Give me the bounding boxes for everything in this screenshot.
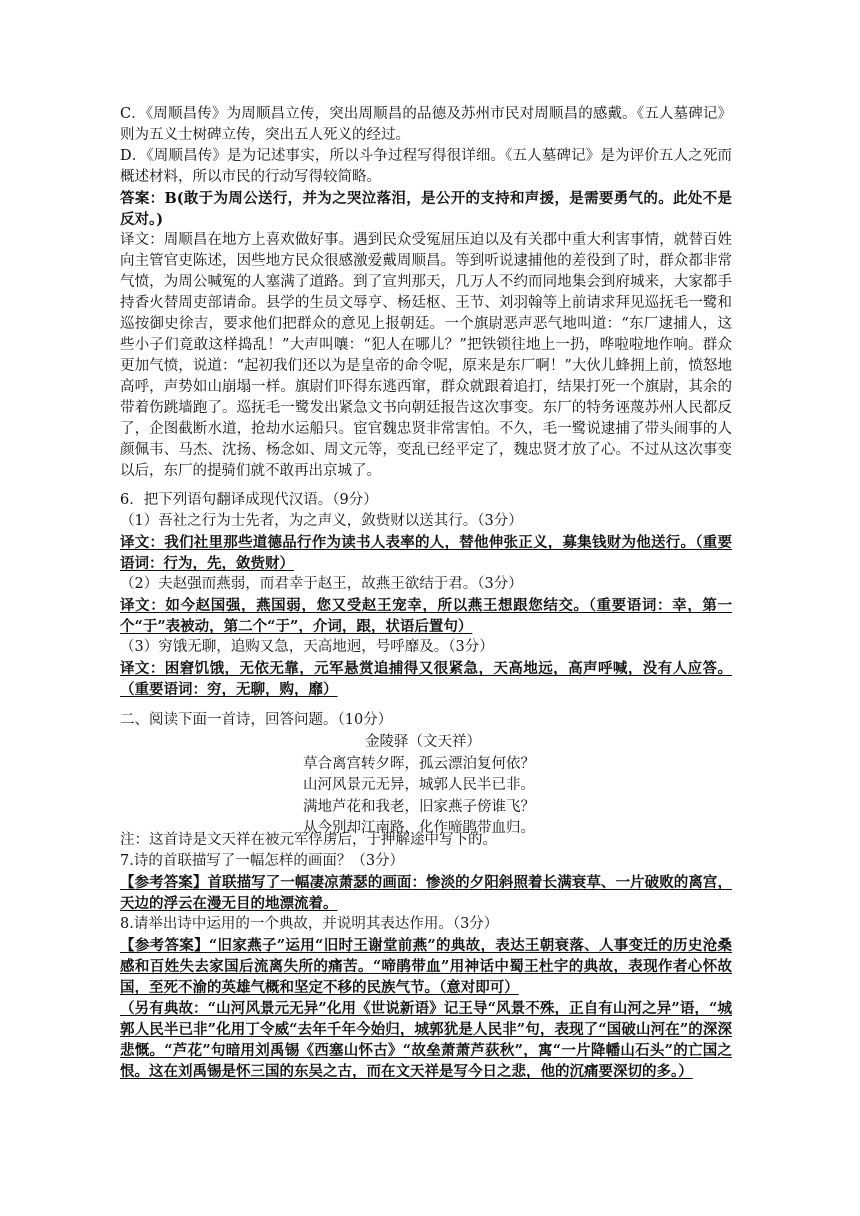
question-6-block	[120, 490, 732, 700]
question-8-extra: （另有典故：“山河风景元无异”化用《世说新语》记王导“风景不殊，正自有山河之异”语，“城郭人民半已非”化用丁令威“去年千年今始归，城郭犹是人民非”句，表现了“国破山河在”的深深悲慨。“芦花”句暗用刘禹锡《西塞山怀古》“故垒萧萧芦荻秋”，寓“一片降幡山石头”的亡国之恨。这在刘禹锡是怀三国的东吴之古，而在文天祥是写今日之悲，他的沉痛要深切的多。）	[120, 1000, 732, 1080]
poem-title: 金陵驿（文天祥）	[365, 734, 481, 750]
translation-text: 译文：周顺昌在地方上喜欢做好事。遇到民众受冤屈压迫以及有关郡中重大利害事情，就替百姓向主管官吏陈述，因些地方民众很感激爱戴周顺昌。等到听说逮捕他的差役到了时，群众都非常气愤，为周公喊冤的人塞满了道路。到了宣判那天，几万人不约而同地集会到府城来，大家都手持香火替周吏部请命。县学的生员文辱亨、杨廷枢、王节、刘羽翰等上前请求拜见巡抚毛一鹭和巡按御史徐吉，要求他们把群众的意见上报朝廷。一个旗尉恶声恶气地叫道：“东厂逮捕人，这些小子们竟敢这样捣乱！”大声叫嚷：“犯人在哪儿？”把铁锁往地上一扔，哗啦啦地作响。群众更加气愤，说道：“起初我们还以为是皇帝的命令呢，原来是东厂啊！”大伙儿蜂拥上前，愤怒地高呼，声势如山崩塌一样。旗尉们吓得东逃西窜，群众就跟着追打，结果打死一个旗尉，其余的带着伤跳墙跑了。巡抚毛一鹭发出紧急文书向朝廷报告这次事变。东厂的特务诬蔑苏州人民都反了，企图截断水道，抢劫水运船只。宦官魏忠贤非常害怕。不久，毛一鹭说逮捕了带头闹事的人颜佩韦、马杰、沈扬、杨念如、周文元等，变乱已经平定了，魏忠贤才放了心。不过从这次事变以后，东厂的提骑们就不敢再出京城了。	[120, 232, 732, 479]
poem-line: 满地芦花和我老，旧家燕子傍谁飞？	[303, 798, 535, 815]
q6-answer-1: 译文：我们社里那些道德品行作为读书人表率的人，替他伸张正义，募集钱财为他送行。（重要语词：行为，先，敛赀财）	[120, 534, 732, 572]
answer-text: 答案：B(敢于为周公送行，并为之哭泣落泪，是公开的支持和声援，是需要勇气的。此处不是反对。)	[120, 190, 732, 228]
question-7-answer: 【参考答案】首联描写了一幅凄凉萧瑟的画面：惨淡的夕阳斜照着长满衰草、一片破败的离宫，天边的浮云在漫无目的地漂流着。	[120, 874, 732, 912]
q6-sentence-1: （1）吾社之行为士先者，为之声义，敛赀财以送其行。（3分）	[120, 513, 523, 529]
q6-stem: 6．把下列语句翻译成现代汉语。（9分）	[120, 492, 378, 508]
q6-sentence-3: （3）穷饿无聊，追购又急，天高地迥，号呼靡及。（3分）	[120, 639, 494, 655]
option-d: D．《周顺昌传》是为记述事实，所以斗争过程写得很详细。《五人墓碑记》是为评价五人之死而概述材料，所以市民的行动写得较简略。	[120, 148, 732, 185]
poem-line: 从今别却江南路，化作啼鹃带血归。	[303, 820, 535, 836]
section-2-heading: 二、阅读下面一首诗，回答问题。（10分）	[120, 712, 393, 728]
question-7: 7.诗的首联描写了一幅怎样的画面？（3分）	[120, 853, 405, 869]
section-2-heading-block	[120, 710, 732, 731]
question-8: 8.请举出诗中运用的一个典故，并说明其表达作用。（3分）	[120, 916, 499, 932]
poem-note: 注：这首诗是文天祥在被元军俘虏后，于押解途中写下的。	[120, 832, 497, 848]
q6-sentence-2: （2）夫赵强而燕弱，而君幸于赵王，故燕王欲结于君。（3分）	[120, 576, 523, 592]
question-8-answer: 【参考答案】“旧家燕子”运用“旧时王谢堂前燕”的典故，表达王朝衰落、人事变迁的历史沧桑感和百姓失去家国后流离失所的痛苦。“啼鹃带血”用神话中蜀王杜宇的典故，表现作者心怀故国，至死不渝的英雄气概和坚定不移的民族气节。（意对即可）	[120, 937, 732, 996]
section-2-questions-block	[120, 830, 732, 1082]
q6-answer-3: 译文：困窘饥饿，无依无靠，元军悬赏追捕得又很紧急，天高地远，高声呼喊，没有人应答。（重要语词：穷，无聊，购，靡）	[120, 660, 732, 698]
poem-line: 草合离宫转夕晖，孤云漂泊复何依？	[303, 755, 535, 772]
option-c: C．《周顺昌传》为周顺昌立传，突出周顺昌的品德及苏州市民对周顺昌的感戴。《五人墓碑记》则为五义士树碑立传，突出五人死义的经过。	[120, 106, 732, 143]
poem-block	[303, 732, 563, 840]
passage-block	[120, 104, 732, 482]
q6-answer-2: 译文：如今赵国强，燕国弱，您又受赵王宠幸，所以燕王想跟您结交。（重要语词：幸，第一个“于”表被动，第二个“于”，介词，跟，状语后置句）	[120, 597, 732, 635]
poem-line: 山河风景元无异，城郭人民半已非。	[303, 777, 535, 793]
